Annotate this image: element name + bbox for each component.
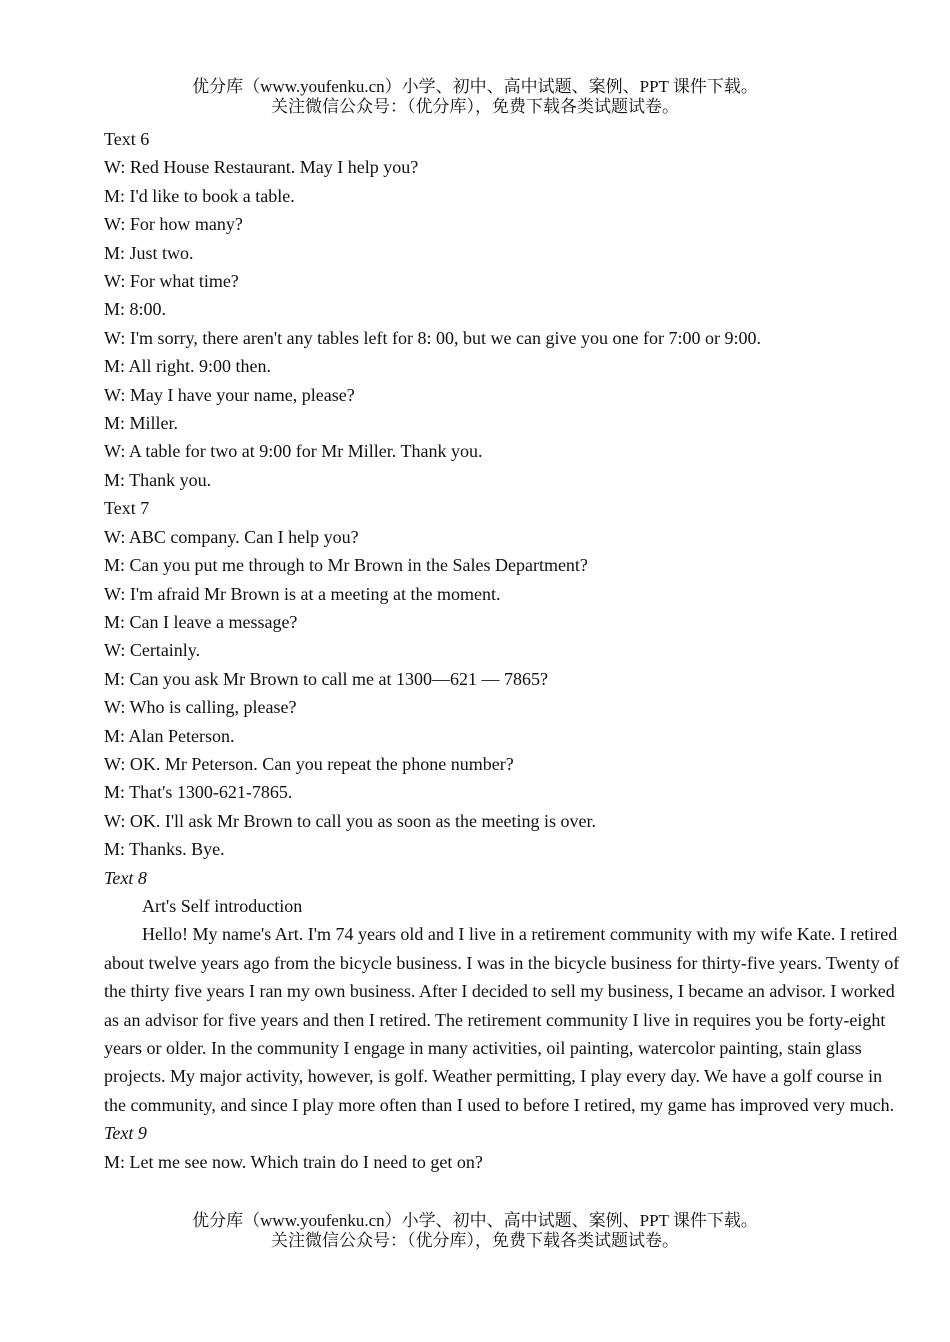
text7-title: Text 7 — [104, 498, 150, 519]
dialogue-line: M: That's 1300-621-7865. — [104, 782, 293, 803]
document-body — [104, 125, 904, 1176]
footer-line-1: 优分库（www.youfenku.cn）小学、初中、高中试题、案例、PPT 课件下载。 — [192, 1211, 758, 1230]
dialogue-line: M: Just two. — [104, 242, 194, 263]
text8-subtitle: Art's Self introduction — [142, 895, 303, 916]
dialogue-line: M: All right. 9:00 then. — [104, 356, 272, 377]
footer-line-2: 关注微信公众号：（优分库），免费下载各类试题试卷。 — [271, 1231, 679, 1250]
header-line-2: 关注微信公众号：（优分库），免费下载各类试题试卷。 — [271, 97, 679, 116]
dialogue-line: W: For what time? — [104, 271, 239, 292]
dialogue-line: W: Red House Restaurant. May I help you? — [104, 157, 419, 178]
text8-paragraph: Hello! My name's Art. I'm 74 years old and I live in a retirement community with my wife Kate. I retired about twelve years ago from the bicycle business. I was in the bicycle business for thirty-five years. Twenty of the thirty five years I ran my own business. After I decided to sell my business, I became an advisor. I worked as an advisor for five years and then I retired. The retirement community I live in requires you be forty-eight years or older. In the community I engage in many activities, oil painting, watercolor painting, stain glass projects. My major activity, however, is golf. Weather permitting, I play every day. We have a golf course in the community, and since I play more often than I used to before I retired, my game has improved very much. — [104, 924, 900, 1115]
text9-title: Text 9 — [104, 1123, 147, 1144]
dialogue-line: W: OK. I'll ask Mr Brown to call you as soon as the meeting is over. — [104, 810, 596, 831]
dialogue-line: M: 8:00. — [104, 299, 167, 320]
dialogue-line: W: I'm afraid Mr Brown is at a meeting at the moment. — [104, 583, 501, 604]
dialogue-line: W: May I have your name, please? — [104, 384, 355, 405]
dialogue-line: W: ABC company. Can I help you? — [104, 526, 359, 547]
page-footer — [0, 1211, 950, 1251]
text8-title: Text 8 — [104, 867, 147, 888]
header-line-1: 优分库（www.youfenku.cn）小学、初中、高中试题、案例、PPT 课件下载。 — [192, 77, 758, 96]
dialogue-line: M: Let me see now. Which train do I need to get on? — [104, 1151, 483, 1172]
page-header — [0, 77, 950, 117]
dialogue-line: W: For how many? — [104, 214, 243, 235]
dialogue-line: M: Can you ask Mr Brown to call me at 1300—621 — 7865? — [104, 668, 548, 689]
dialogue-line: W: Certainly. — [104, 640, 201, 661]
dialogue-line: W: Who is calling, please? — [104, 697, 297, 718]
text6-title: Text 6 — [104, 129, 150, 149]
dialogue-line: W: OK. Mr Peterson. Can you repeat the phone number? — [104, 753, 514, 774]
dialogue-line: W: I'm sorry, there aren't any tables left for 8: 00, but we can give you one for 7:00 or 9:00. — [104, 327, 761, 348]
dialogue-line: M: Alan Peterson. — [104, 725, 235, 746]
dialogue-line: M: Thank you. — [104, 469, 212, 490]
dialogue-line: M: Can you put me through to Mr Brown in the Sales Department? — [104, 555, 588, 576]
dialogue-line: M: Miller. — [104, 413, 179, 434]
dialogue-line: W: A table for two at 9:00 for Mr Miller. Thank you. — [104, 441, 483, 462]
dialogue-line: M: Thanks. Bye. — [104, 839, 225, 860]
dialogue-line: M: I'd like to book a table. — [104, 185, 295, 206]
dialogue-line: M: Can I leave a message? — [104, 611, 298, 632]
